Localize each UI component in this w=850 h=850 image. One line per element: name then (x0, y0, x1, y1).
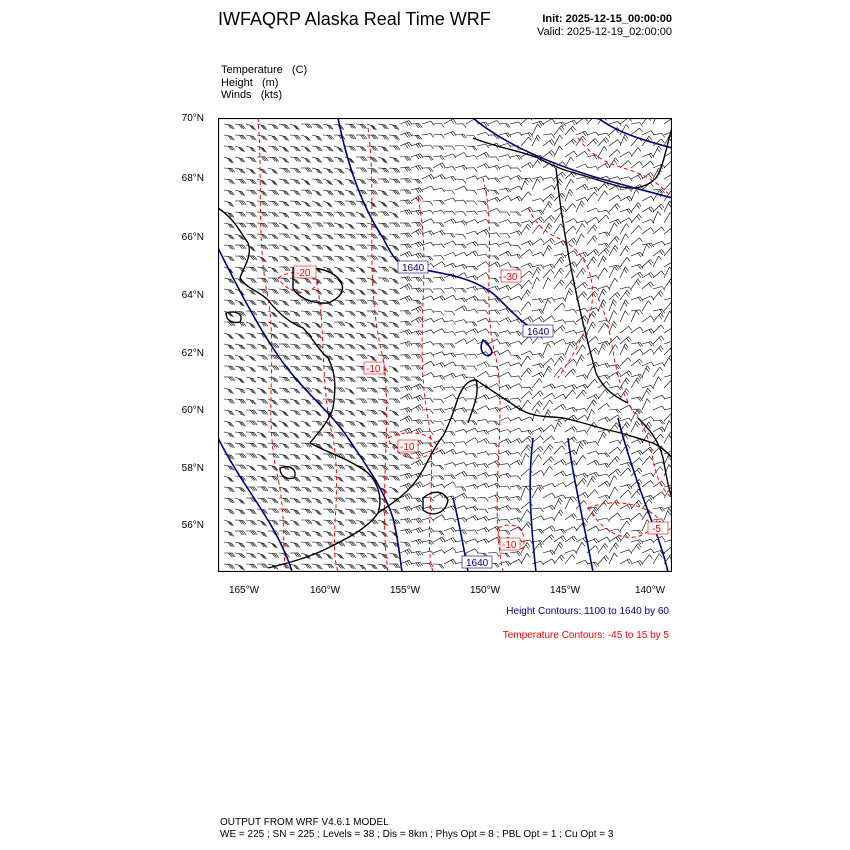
lon-label-140: 140°W (634, 585, 666, 596)
field-legend (221, 64, 307, 102)
lat-label-62: 62°N (181, 348, 204, 359)
init-time: Init: 2025-12-15_00:00:00 (542, 13, 672, 25)
field-winds: Winds (kts) (221, 89, 283, 101)
lon-label-145: 145°W (549, 585, 581, 596)
lon-label-150: 150°W (469, 585, 501, 596)
lon-label-160: 160°W (309, 585, 341, 596)
lat-label-58: 58°N (181, 463, 204, 474)
map-plot (218, 118, 672, 572)
lat-label-60: 60°N (181, 405, 204, 416)
map-title: IWFAQRP Alaska Real Time WRF (218, 9, 491, 29)
lat-label-66: 66°N (181, 232, 204, 243)
lon-label-165: 165°W (228, 585, 260, 596)
lat-label-64: 64°N (181, 290, 204, 301)
lon-label-155: 155°W (389, 585, 421, 596)
field-height: Height (m) (221, 76, 279, 89)
valid-time: Valid: 2025-12-19_02:00:00 (537, 26, 672, 38)
field-temperature: Temperature (C) (221, 64, 308, 76)
lat-label-70: 70°N (181, 113, 204, 124)
lat-label-56: 56°N (181, 520, 204, 531)
lat-label-68: 68°N (181, 173, 204, 184)
